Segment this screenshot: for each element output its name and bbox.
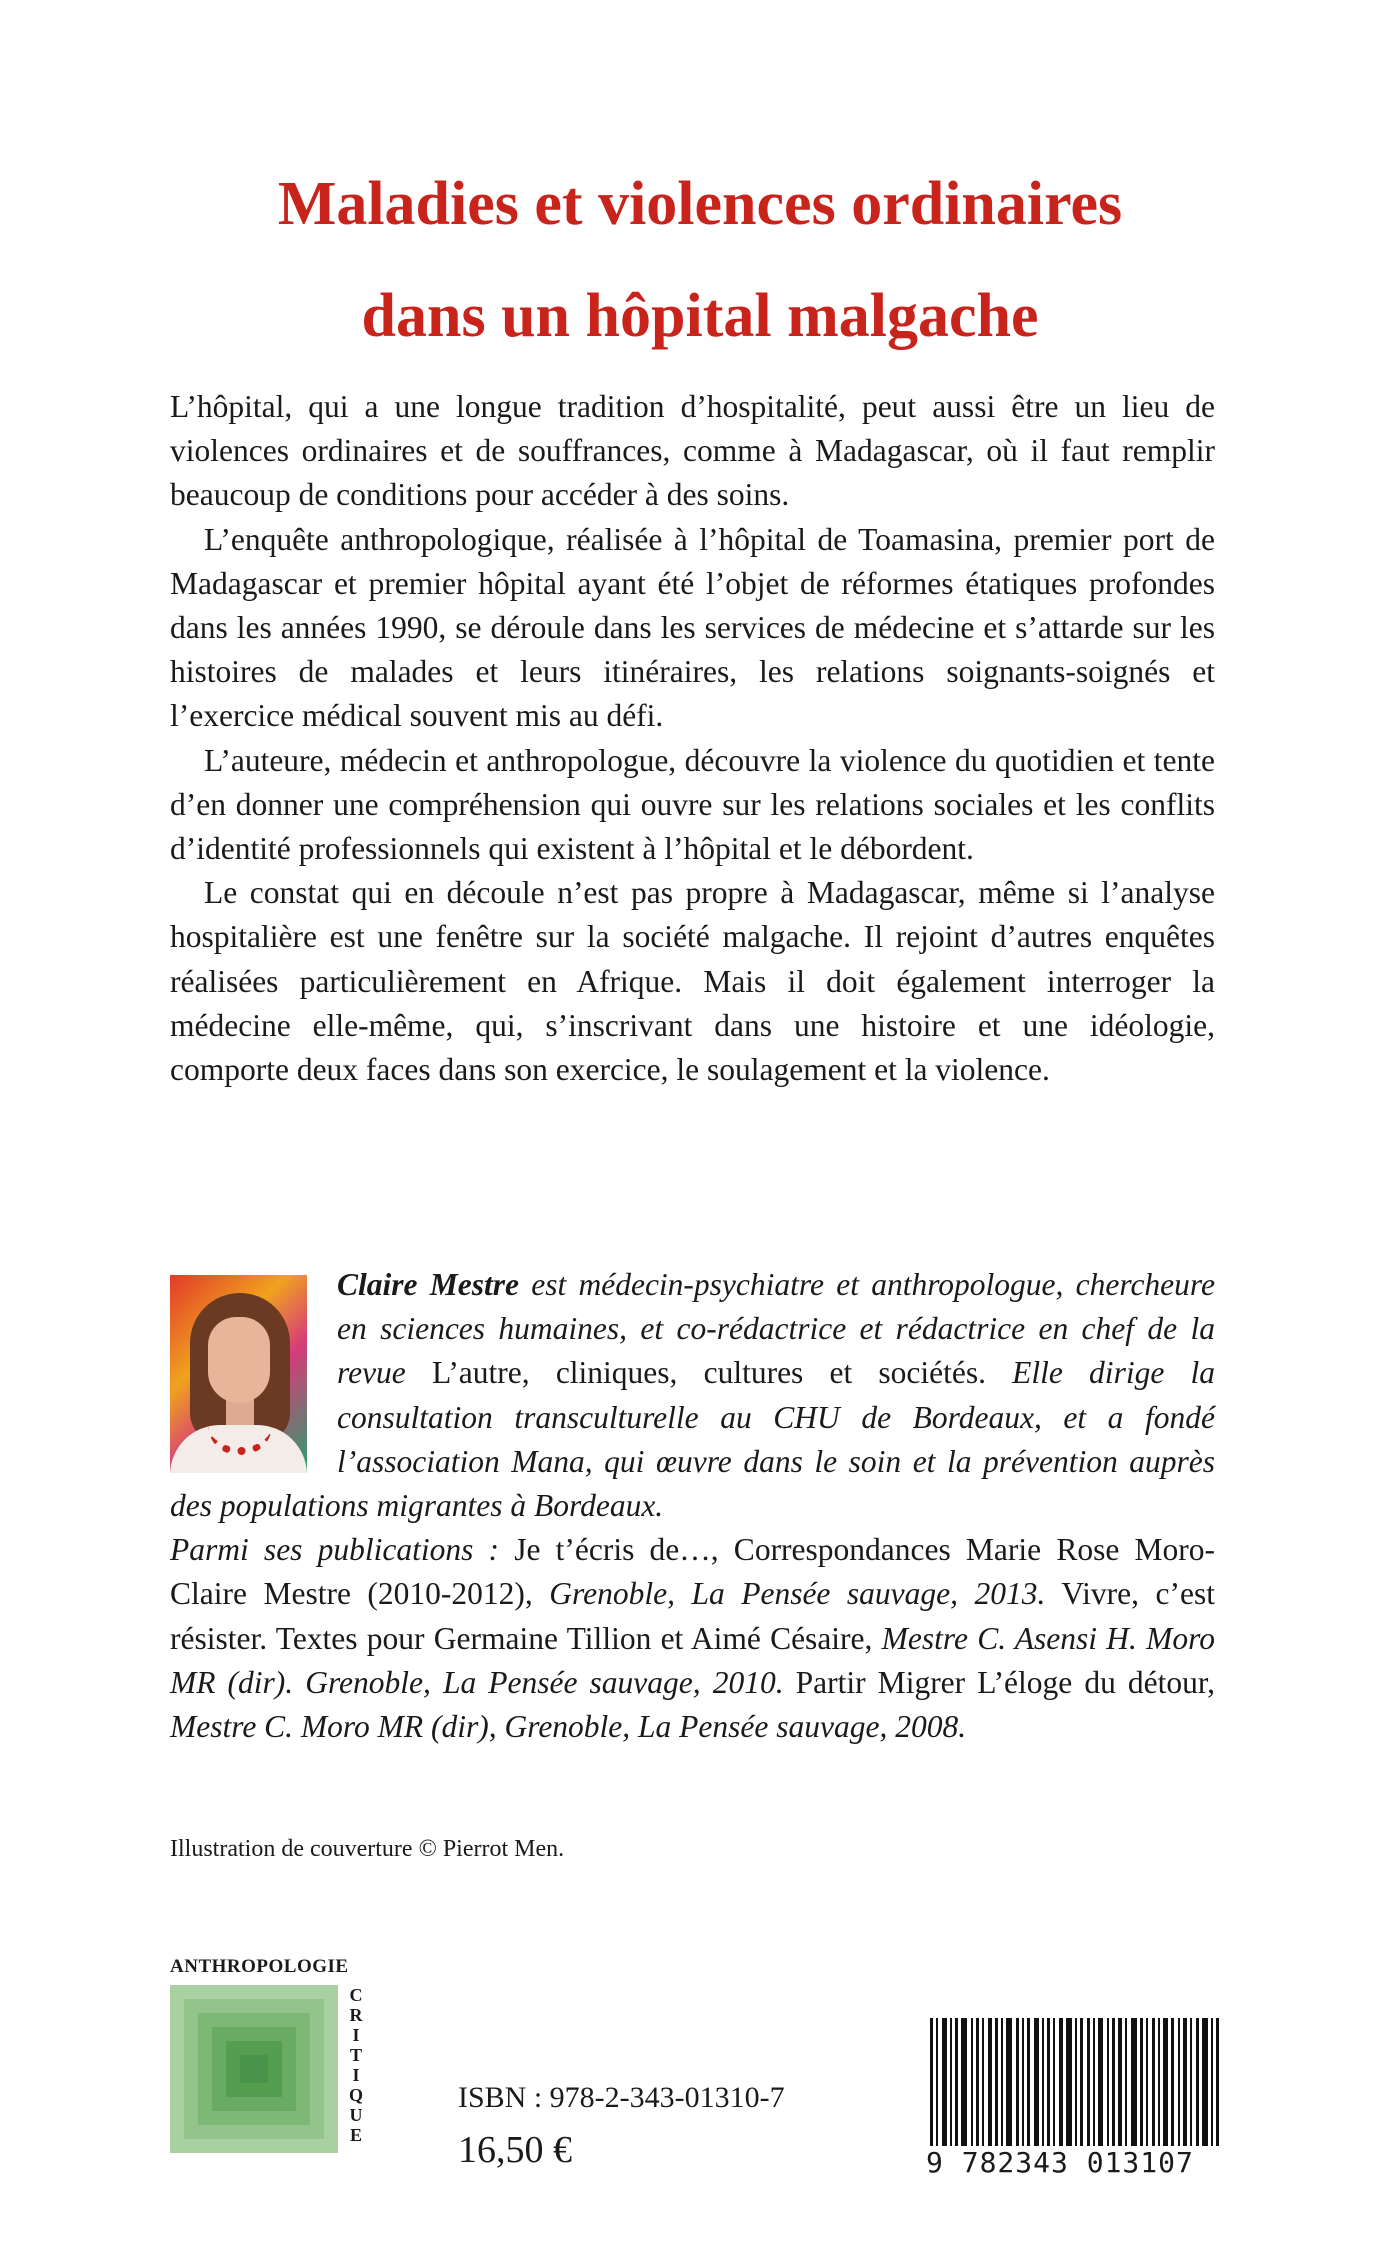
barcode-bar [995,2018,998,2150]
barcode-bar [1178,2018,1180,2150]
barcode-bar [1183,2018,1187,2150]
blurb [170,385,1215,1092]
barcode-digits: 9 782343 013107 [926,2146,1222,2179]
series-letter: T [349,2045,362,2065]
logo-square [240,2055,268,2083]
cover-credit: Illustration de couverture © Pierrot Men. [170,1836,565,1862]
author-publications [170,1528,1215,1749]
journal-name: L’autre, cliniques, cultures et sociétés. [431,1355,986,1391]
series-letter: E [349,2125,362,2145]
barcode-bar [1216,2018,1219,2150]
barcode-bar [1080,2018,1083,2150]
barcode [930,2018,1220,2150]
series-label: ANTHROPOLOGIE [170,1956,349,1977]
series-letter: I [352,2025,360,2045]
barcode-bar [1042,2018,1044,2150]
barcode-bar [961,2018,967,2150]
barcode-bar [1053,2018,1055,2150]
barcode-bar [1107,2018,1109,2150]
barcode-bar [976,2018,979,2150]
author-photo [170,1275,307,1473]
publication-3-title: Partir Migrer L’éloge du détour, [783,1664,1215,1700]
blurb-paragraph-1: L’hôpital, qui a une longue tradition d’hospitalité, peut aussi être un lieu de violences ordinaires et de souffrances, comme à Madagascar, où il faut remplir beaucoup de conditions pour accéder à des soins. [170,389,1215,513]
barcode-bar [930,2018,933,2150]
barcode-bar [1016,2018,1019,2150]
publication-2-title: Vivre, c’est résister. Textes pour Germaine Tillion et Aimé Césaire, [170,1576,1215,1656]
publications-intro: Parmi ses publications : [170,1532,515,1568]
publication-3-info: Mestre C. Moro MR (dir), Grenoble, La Pensée sauvage, 2008. [170,1709,967,1745]
book-title [100,148,1300,372]
series-letter: I [352,2065,360,2085]
blurb-paragraph-3: L’auteure, médecin et anthropologue, découvre la violence du quotidien et tente d’en donner une compréhension qui ouvre sur les relations sociales et les conflits d’identité professionnels qui existent à l’hôpital et le débordent. [170,742,1215,867]
barcode-bar [1075,2018,1077,2150]
barcode-bar [971,2018,973,2150]
publication-1-info: Grenoble, La Pensée sauvage, 2013. [532,1576,1046,1612]
barcode-bar [1034,2018,1039,2150]
barcode-bar [1006,2018,1012,2150]
barcode-bar [1066,2018,1072,2150]
barcode-bar [1171,2018,1174,2150]
barcode-bar [942,2018,947,2150]
author-bio-part-2: Elle dirige la consultation transculturelle au CHU de Bordeaux, et a fondé l’association Mana, qui œuvre dans le soin et la prévention auprès des populations migrantes à Bordeaux. [170,1355,1215,1524]
isbn: ISBN : 978-2-343-01310-7 [458,2081,785,2114]
blurb-paragraph-2: L’enquête anthropologique, réalisée à l’hôpital de Toamasina, premier port de Madagascar et premier hôpital ayant été l’objet de réformes étatiques profondes dans les années 1990, se déroule dans les services de médecine et s’attarde sur les histoires de malades et leurs itinéraires, les relations soignants-soignés et l’exercice médical souvent mis au défi. [170,521,1215,734]
author-bio-text [170,1263,1215,1528]
barcode-bar [1163,2018,1168,2150]
title-line-2: dans un hôpital malgache [361,282,1039,350]
barcode-bar [1196,2018,1199,2150]
barcode-bar [1211,2018,1213,2150]
barcode-bar [1112,2018,1115,2150]
barcode-bar [1059,2018,1063,2150]
barcode-bar [950,2018,952,2150]
barcode-bar [1022,2018,1024,2150]
barcode-bar [1125,2018,1127,2150]
barcode-bar [1093,2018,1095,2150]
barcode-bar [1118,2018,1122,2150]
author-name: Claire Mestre [337,1267,519,1302]
barcode-bar [1158,2018,1160,2150]
barcode-bar [1047,2018,1050,2150]
author-bio [170,1263,1215,1749]
title-line-1: Maladies et violences ordinaires [277,170,1123,238]
series-letter: Q [348,2085,363,2105]
price: 16,50 € [458,2129,572,2171]
barcode-bar [982,2018,984,2150]
series-letter: U [349,2105,363,2125]
barcode-bar [1202,2018,1208,2150]
blurb-paragraph-4: Le constat qui en découle n’est pas propre à Madagascar, même si l’analyse hospitalière est une fenêtre sur la société malgache. Il rejoint d’autres enquêtes réalisées particulièrement en Afrique. Mais il doit également interroger la médecine elle-même, qui, s’inscrivant dans une histoire et une idéologie, comporte deux faces dans son exercice, le soulagement et la violence. [170,875,1215,1088]
publication-2-info: Mestre C. Asensi H. Moro MR (dir). Grenoble, La Pensée sauvage, 2010. [170,1620,1216,1700]
barcode-bar [936,2018,938,2150]
barcode-bar [1146,2018,1148,2150]
series-letter: R [349,2005,363,2025]
barcode-bar [1027,2018,1030,2150]
barcode-bar [955,2018,958,2150]
barcode-bar [1131,2018,1137,2150]
barcode-bar [1087,2018,1090,2150]
barcode-bar [1140,2018,1143,2150]
series-letter: C [349,1985,363,2005]
barcode-bar [988,2018,992,2150]
series-logo [170,1985,338,2153]
series-vertical-text [346,1985,366,2145]
barcode-bar [1001,2018,1003,2150]
author-bio-part-1: est médecin-psychiatre et anthropologue, chercheure en sciences humaines, et co-rédactrice et rédactrice en chef de la revue [337,1267,1215,1391]
barcode-bar [1152,2018,1155,2150]
barcode-bar [1098,2018,1103,2150]
publication-1-title: Je t’écris de…, Correspondances Marie Rose Moro-Claire Mestre (2010-2012), [170,1532,1215,1612]
barcode-bar [1190,2018,1192,2150]
